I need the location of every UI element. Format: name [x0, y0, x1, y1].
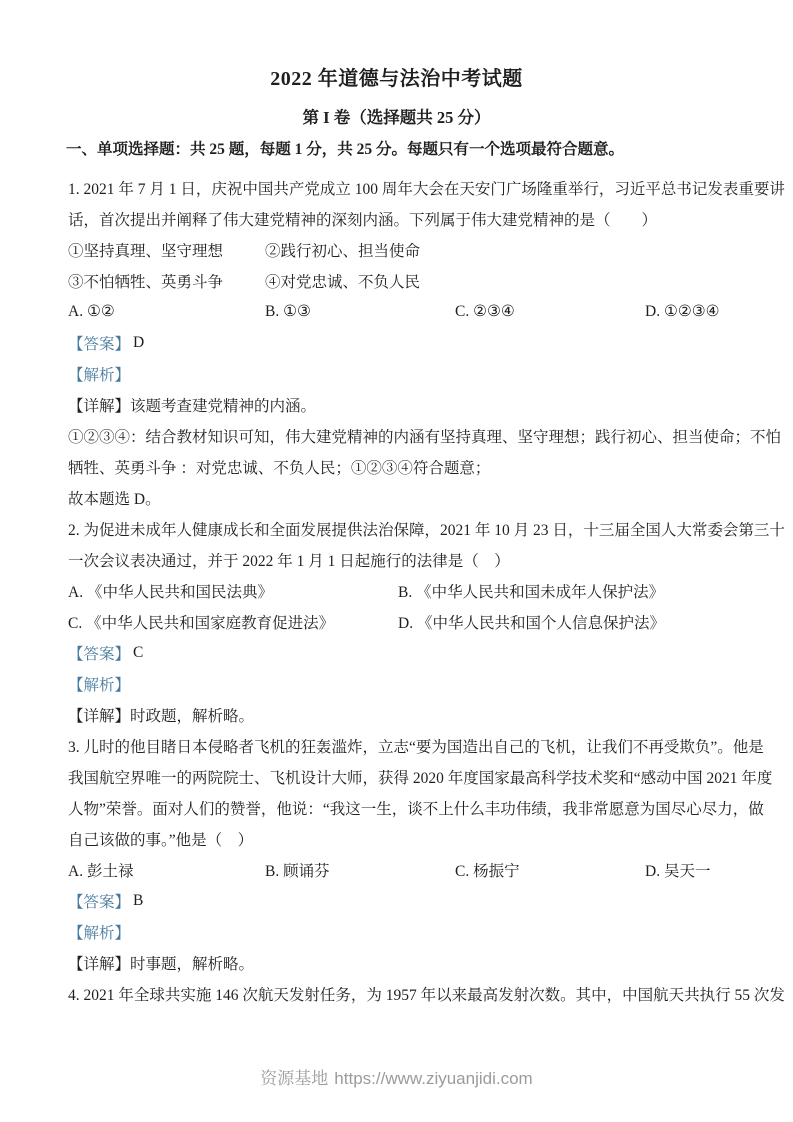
- statement-item: ①坚持真理、坚守理想: [68, 242, 224, 260]
- option-row: [68, 575, 735, 606]
- answer-tag: 【答案】: [68, 893, 131, 911]
- text-span: 牺牲、英勇斗争 ：对党忠诚、不负人民；①②③④符合题意；: [68, 459, 491, 477]
- page-title: 2022 年道德与法治中考试题: [270, 68, 523, 90]
- text-span: 话，首次提出并阐释了伟大建党精神的深刻内涵。下列属于伟大建党精神的是（ ）: [68, 211, 658, 229]
- volume-header: 第 I 卷（选择题共 25 分）: [302, 108, 491, 127]
- document-content: [68, 172, 785, 1009]
- option-item: B. 顾诵芬: [265, 862, 330, 880]
- option-item: B. 《中华人民共和国未成年人保护法》: [398, 583, 665, 601]
- text-line: [68, 482, 735, 513]
- analysis-line: [68, 668, 735, 699]
- option-item: B. ①③: [265, 303, 311, 320]
- text-line: [68, 978, 785, 1009]
- text-span: ①②③④：结合教材知识可知，伟大建党精神的内涵有坚持真理、坚守理想；践行初心、担当使命；不怕: [68, 428, 782, 446]
- text-line: [68, 947, 735, 978]
- text-line: [68, 823, 735, 854]
- text-line: [68, 513, 785, 544]
- option-item: A. 彭土禄: [68, 862, 134, 880]
- statement-pair-row: [68, 234, 735, 265]
- option-item: A. 《中华人民共和国民法典》: [68, 583, 273, 601]
- text-span: 2. 为促进未成年人健康成长和全面发展提供法治保障，2021 年 10 月 23 日，十三届全国人大常委会第三十: [68, 521, 785, 539]
- text-span: 【详解】时政题，解析略。: [68, 707, 255, 725]
- section-heading: 一、单项选择题：共 25 题，每题 1 分，共 25 分。每题只有一个选项最符合题意。: [66, 141, 625, 158]
- text-span: 1. 2021 年 7 月 1 日，庆祝中国共产党成立 100 周年大会在天安门广场隆重举行，习近平总书记发表重要讲: [68, 180, 785, 198]
- option-row: [68, 854, 735, 885]
- answer-line: [68, 637, 735, 668]
- analysis-tag: 【解析】: [68, 366, 131, 384]
- text-line: [68, 451, 735, 482]
- text-line: [68, 792, 764, 823]
- answer-value: B: [133, 891, 144, 909]
- option-row: [68, 606, 735, 637]
- text-span: 3. 儿时的他目睹日本侵略者飞机的狂轰滥炸，立志“要为国造出自己的飞机，让我们不再受欺负”。他是: [68, 738, 764, 756]
- footer-url: https://www.ziyuanjidi.com: [334, 1069, 533, 1088]
- analysis-line: [68, 358, 735, 389]
- option-item: C. 《中华人民共和国家庭教育促进法》: [68, 614, 335, 632]
- option-item: D. 吴天一: [645, 862, 711, 880]
- answer-line: [68, 327, 735, 358]
- footer-site-name: 资源基地: [260, 1069, 329, 1088]
- statement-pair-row: [68, 265, 735, 296]
- statement-item: ③不怕牺牲、英勇斗争: [68, 273, 224, 291]
- option-item: D. ①②③④: [645, 303, 720, 320]
- text-line: [68, 389, 735, 420]
- option-item: A. ①②: [68, 303, 115, 320]
- statement-item: ②践行初心、担当使命: [265, 242, 421, 260]
- text-span: 4. 2021 年全球共实施 146 次航天发射任务，为 1957 年以来最高发射次数。其中，中国航天共执行 55 次发: [68, 986, 785, 1004]
- text-span: 自己该做的事。”他是（ ）: [68, 831, 254, 849]
- text-line: [68, 544, 735, 575]
- text-span: 我国航空界唯一的两院院士、飞机设计大师，获得 2020 年度国家最高科学技术奖和“感动中国 2021 年度: [68, 769, 773, 787]
- text-line: [68, 420, 782, 451]
- analysis-line: [68, 916, 735, 947]
- text-span: 一次会议表决通过，并于 2022 年 1 月 1 日起施行的法律是（ ）: [68, 552, 510, 570]
- text-span: 【详解】该题考查建党精神的内涵。: [68, 397, 317, 415]
- answer-tag: 【答案】: [68, 645, 131, 663]
- option-item: C. 杨振宁: [455, 862, 520, 880]
- footer-watermark: [0, 1064, 793, 1089]
- text-line: [68, 730, 764, 761]
- option-item: C. ②③④: [455, 303, 515, 320]
- text-line: [68, 761, 773, 792]
- text-span: 【详解】时事题，解析略。: [68, 955, 255, 973]
- answer-value: C: [133, 643, 144, 661]
- option-row: [68, 296, 735, 327]
- answer-tag: 【答案】: [68, 335, 131, 353]
- answer-line: [68, 885, 735, 916]
- answer-value: D: [133, 333, 145, 351]
- text-span: 故本题选 D。: [68, 490, 161, 508]
- analysis-tag: 【解析】: [68, 676, 131, 694]
- option-item: D. 《中华人民共和国个人信息保护法》: [398, 614, 665, 632]
- statement-item: ④对党忠诚、不负人民: [265, 273, 421, 291]
- text-line: [68, 203, 735, 234]
- text-line: [68, 699, 735, 730]
- analysis-tag: 【解析】: [68, 924, 131, 942]
- text-line: [68, 172, 785, 203]
- text-span: 人物”荣誉。面对人们的赞誉，他说：“我这一生，谈不上什么丰功伟绩，我非常愿意为国尽心尽力，做: [68, 800, 764, 818]
